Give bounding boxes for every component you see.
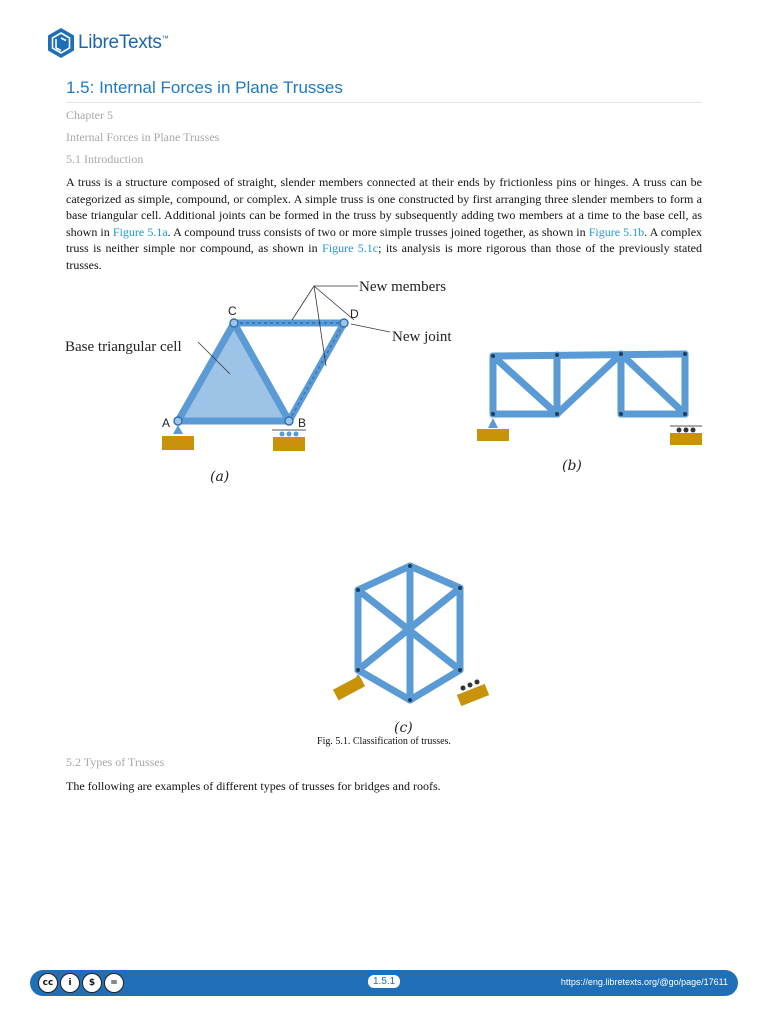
roller-support-b	[273, 437, 305, 451]
figure-5-1b-link[interactable]: Figure 5.1b	[588, 224, 645, 239]
subfigure-a-label: (a)	[210, 469, 230, 485]
node-d-label: D	[350, 307, 359, 321]
cc-license-badge[interactable]	[38, 973, 124, 993]
node-b-label: B	[298, 416, 307, 430]
figure-b-compound-truss	[470, 340, 706, 480]
nc-icon: $	[82, 973, 102, 993]
base-triangular-cell	[178, 323, 289, 421]
page-title: 1.5: Internal Forces in Plane Trusses	[66, 78, 702, 103]
logo-text: LibreTexts™	[78, 32, 169, 53]
section-heading-types-of-trusses: 5.2 Types of Trusses	[66, 755, 165, 769]
label-new-joint: New joint	[392, 329, 452, 345]
nd-icon: =	[104, 973, 124, 993]
label-base-cell: Base triangular cell	[65, 339, 182, 355]
label-new-members: New members	[359, 279, 447, 295]
pin-support-a	[162, 436, 194, 450]
node-c-label: C	[228, 304, 237, 318]
footer-url-link[interactable]: https://eng.libretexts.org/@go/page/17611	[560, 977, 728, 987]
figure-a-simple-truss	[64, 276, 480, 490]
roller-support-b2	[670, 433, 702, 445]
intro-paragraph: A truss is a structure composed of straight, slender members connected at their ends by frictionless pins or hinges. A truss can be categorized as simple, compound, or complex. A simple truss is one constructed by first arranging three slender members to form a base triangular cell. Additional joints can be formed in the truss by subsequently adding two members at a time to the base cell, as shown in Figure 5.1a. A compound truss consists of two or more simple trusses joined together, as shown in Figure 5.1b. A complex truss is neither simple nor compound, as shown in Figure 5.1c; its analysis is more rigorous than those of the previously stated trusses.	[66, 175, 703, 272]
figure-5-1c-link[interactable]: Figure 5.1c	[322, 241, 379, 256]
node-a-label: A	[162, 416, 171, 430]
chapter-label: Chapter 5	[66, 108, 113, 122]
page-number: 1.5.1	[368, 975, 400, 988]
cc-icon: cc	[38, 973, 58, 993]
libretexts-logo[interactable]	[46, 27, 168, 59]
by-icon: i	[60, 973, 80, 993]
figure-caption: Fig. 5.1. Classification of trusses.	[317, 736, 451, 747]
pin-support-c	[333, 676, 365, 701]
page-footer	[30, 970, 738, 996]
section-heading-introduction: 5.1 Introduction	[66, 152, 144, 166]
subfigure-c-label: (c)	[394, 720, 413, 736]
figure-c-complex-truss	[320, 558, 500, 738]
subfigure-b-label: (b)	[562, 458, 582, 474]
pin-support-b	[477, 429, 509, 441]
libretexts-logo-icon	[46, 27, 76, 59]
chapter-title: Internal Forces in Plane Trusses	[66, 130, 220, 144]
types-paragraph: The following are examples of different types of trusses for bridges and roofs.	[66, 779, 441, 793]
figure-5-1a-link[interactable]: Figure 5.1a	[112, 224, 168, 239]
